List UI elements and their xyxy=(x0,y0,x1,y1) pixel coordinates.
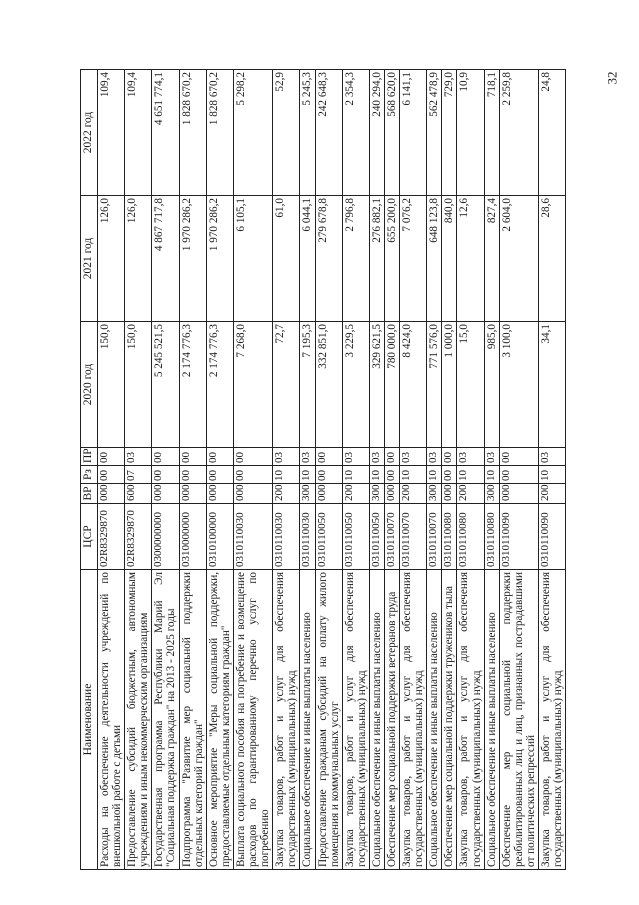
table-cell-name: Подпрограмма "Развитие мер социальной поддержки отдельных категорий граждан" xyxy=(179,570,206,870)
table-cell-rz: 10 xyxy=(457,466,484,484)
header-2022: 2022 год xyxy=(81,70,98,196)
table-cell-rz: 10 xyxy=(427,466,442,484)
table-cell-2020: 8 424,0 xyxy=(400,322,427,448)
table-cell-vr: 000 xyxy=(315,484,342,504)
table-row xyxy=(384,70,399,870)
table-cell-csr: 0310110030 xyxy=(273,504,300,570)
table-cell-csr: 0310110090 xyxy=(499,504,538,570)
table-cell-name: Обеспечение мер социальной поддержки тружеников тыла xyxy=(442,570,457,870)
table-cell-2020: 34,1 xyxy=(539,322,566,448)
table-row xyxy=(484,70,499,870)
table-cell-csr: 0310110070 xyxy=(400,504,427,570)
table-cell-vr: 200 xyxy=(400,484,427,504)
table-cell-2020: 780 000,0 xyxy=(384,322,399,448)
table-cell-rz: 00 xyxy=(442,466,457,484)
table-cell-pr: 00 xyxy=(315,448,342,466)
table-cell-csr: 0310110050 xyxy=(342,504,369,570)
table-cell-csr: 0310110050 xyxy=(369,504,384,570)
table-cell-vr: 000 xyxy=(98,484,125,504)
table-cell-vr: 300 xyxy=(427,484,442,504)
table-cell-rz: 00 xyxy=(315,466,342,484)
table-cell-name: Предоставление гражданам субсидий на оплату жилого помещения и коммунальных услуг xyxy=(315,570,342,870)
table-row xyxy=(499,70,538,870)
table-cell-csr: 0310110070 xyxy=(384,504,399,570)
table-row xyxy=(125,70,152,870)
table-cell-name: Социальное обеспечение и иные выплаты населению xyxy=(484,570,499,870)
table-cell-name: Закупка товаров, работ и услуг для обеспечения государственных (муниципальных) нужд xyxy=(273,570,300,870)
table-cell-rz: 10 xyxy=(342,466,369,484)
table-cell-csr: 0310000000 xyxy=(179,504,206,570)
table-row xyxy=(539,70,566,870)
table-cell-csr: 0310100000 xyxy=(206,504,233,570)
table-cell-2021: 655 200,0 xyxy=(384,196,399,322)
table-cell-name: Расходы на обеспечение деятельности учреждений по внешкольной работе с детьми xyxy=(98,570,125,870)
table-cell-2022: 24,8 xyxy=(539,70,566,196)
table-cell-2021: 827,4 xyxy=(484,196,499,322)
table-cell-name: Закупка товаров, работ и услуг для обеспечения государственных (муниципальных) нужд xyxy=(457,570,484,870)
table-row xyxy=(369,70,384,870)
table-cell-2020: 2 174 776,3 xyxy=(206,322,233,448)
table-cell-vr: 000 xyxy=(233,484,272,504)
table-cell-2021: 1 970 286,2 xyxy=(179,196,206,322)
table-cell-name: Закупка товаров, работ и услуг для обеспечения государственных (муниципальных) нужд xyxy=(539,570,566,870)
table-cell-pr: 00 xyxy=(442,448,457,466)
table-cell-2021: 4 867 717,8 xyxy=(152,196,179,322)
table-cell-rz: 00 xyxy=(384,466,399,484)
table-cell-csr: 0300000000 xyxy=(152,504,179,570)
table-cell-2020: 150,0 xyxy=(98,322,125,448)
table-cell-2021: 2 796,8 xyxy=(342,196,369,322)
table-cell-2022: 109,4 xyxy=(125,70,152,196)
table-cell-csr: 02R8329870 xyxy=(98,504,125,570)
table-cell-2022: 109,4 xyxy=(98,70,125,196)
table-cell-2021: 840,0 xyxy=(442,196,457,322)
table-cell-2020: 3 100,0 xyxy=(499,322,538,448)
table-cell-2020: 7 195,3 xyxy=(300,322,315,448)
table-cell-2021: 12,6 xyxy=(457,196,484,322)
table-cell-pr: 03 xyxy=(369,448,384,466)
table-row xyxy=(152,70,179,870)
table-cell-2020: 1 000,0 xyxy=(442,322,457,448)
table-cell-2022: 5 245,3 xyxy=(300,70,315,196)
table-cell-csr: 0310110030 xyxy=(300,504,315,570)
table-cell-vr: 000 xyxy=(442,484,457,504)
table-cell-vr: 200 xyxy=(457,484,484,504)
table-cell-vr: 200 xyxy=(342,484,369,504)
table-row xyxy=(342,70,369,870)
table-cell-rz: 10 xyxy=(300,466,315,484)
table-cell-2020: 5 245 521,5 xyxy=(152,322,179,448)
table-cell-name: Предоставление субсидий бюджетным, автономным учреждениям и иным некоммерческим организациям xyxy=(125,570,152,870)
table-cell-pr: 00 xyxy=(384,448,399,466)
table-cell-csr: 0310110030 xyxy=(233,504,272,570)
table-cell-csr: 0310110050 xyxy=(315,504,342,570)
table-cell-2020: 3 229,5 xyxy=(342,322,369,448)
table-cell-vr: 200 xyxy=(273,484,300,504)
table-cell-pr: 03 xyxy=(300,448,315,466)
table-header-row xyxy=(81,70,98,870)
table-cell-2021: 1 970 286,2 xyxy=(206,196,233,322)
table-cell-vr: 600 xyxy=(125,484,152,504)
table-cell-pr: 03 xyxy=(400,448,427,466)
table-cell-2022: 568 620,0 xyxy=(384,70,399,196)
table-cell-pr: 00 xyxy=(98,448,125,466)
table-cell-name: Обеспечение мер социальной поддержки ветеранов труда xyxy=(384,570,399,870)
table-cell-2020: 332 851,0 xyxy=(315,322,342,448)
table-cell-name: Закупка товаров, работ и услуг для обеспечения государственных (муниципальных) нужд xyxy=(400,570,427,870)
table-cell-2020: 771 576,0 xyxy=(427,322,442,448)
table-cell-name: Закупка товаров, работ и услуг для обеспечения государственных (муниципальных) нужд xyxy=(342,570,369,870)
table-cell-vr: 000 xyxy=(206,484,233,504)
table-cell-rz: 10 xyxy=(273,466,300,484)
table-cell-name: Социальное обеспечение и иные выплаты населению xyxy=(427,570,442,870)
table-cell-2020: 329 621,5 xyxy=(369,322,384,448)
table-cell-csr: 0310110070 xyxy=(427,504,442,570)
table-cell-2022: 5 298,2 xyxy=(233,70,272,196)
table-row xyxy=(427,70,442,870)
table-cell-vr: 000 xyxy=(179,484,206,504)
table-row xyxy=(442,70,457,870)
header-2020: 2020 год xyxy=(81,322,98,448)
table-cell-vr: 000 xyxy=(152,484,179,504)
rotated-page-content xyxy=(80,70,600,870)
table-cell-2020: 150,0 xyxy=(125,322,152,448)
table-cell-2021: 276 882,1 xyxy=(369,196,384,322)
table-cell-csr: 02R8329870 xyxy=(125,504,152,570)
table-cell-pr: 00 xyxy=(206,448,233,466)
table-cell-2022: 240 294,0 xyxy=(369,70,384,196)
table-row xyxy=(400,70,427,870)
table-cell-pr: 03 xyxy=(427,448,442,466)
table-cell-rz: 10 xyxy=(539,466,566,484)
table-cell-2021: 126,0 xyxy=(125,196,152,322)
table-cell-rz: 00 xyxy=(206,466,233,484)
table-cell-pr: 03 xyxy=(273,448,300,466)
table-cell-vr: 000 xyxy=(384,484,399,504)
table-cell-rz: 00 xyxy=(179,466,206,484)
table-cell-name: Социальное обеспечение и иные выплаты населению xyxy=(369,570,384,870)
table-row xyxy=(300,70,315,870)
table-cell-csr: 0310110080 xyxy=(457,504,484,570)
table-cell-csr: 0310110090 xyxy=(539,504,566,570)
table-cell-pr: 00 xyxy=(233,448,272,466)
table-cell-2021: 61,0 xyxy=(273,196,300,322)
budget-table xyxy=(80,69,566,870)
table-cell-2021: 2 604,0 xyxy=(499,196,538,322)
table-cell-pr: 00 xyxy=(152,448,179,466)
table-cell-vr: 300 xyxy=(369,484,384,504)
header-vr: ВР xyxy=(81,484,98,504)
table-cell-pr: 03 xyxy=(539,448,566,466)
table-cell-name: Социальное обеспечение и иные выплаты населению xyxy=(300,570,315,870)
table-cell-2022: 718,1 xyxy=(484,70,499,196)
table-body xyxy=(98,70,566,870)
table-cell-2022: 2 354,3 xyxy=(342,70,369,196)
table-cell-2022: 10,9 xyxy=(457,70,484,196)
table-cell-2022: 562 478,9 xyxy=(427,70,442,196)
table-cell-2022: 729,0 xyxy=(442,70,457,196)
table-row xyxy=(179,70,206,870)
table-cell-rz: 00 xyxy=(152,466,179,484)
table-cell-csr: 0310110080 xyxy=(484,504,499,570)
table-cell-csr: 0310110080 xyxy=(442,504,457,570)
table-cell-pr: 03 xyxy=(484,448,499,466)
table-cell-2020: 15,0 xyxy=(457,322,484,448)
table-cell-2021: 6 044,1 xyxy=(300,196,315,322)
table-cell-rz: 10 xyxy=(484,466,499,484)
table-cell-name: Основное мероприятие "Меры социальной поддержки, предоставляемые отдельным категориям граждан" xyxy=(206,570,233,870)
table-cell-pr: 03 xyxy=(342,448,369,466)
table-cell-name: Выплата социального пособия на погребение и возмещение расходов по гарантированному перечню услуг по погребению xyxy=(233,570,272,870)
table-cell-2021: 7 076,2 xyxy=(400,196,427,322)
table-cell-rz: 10 xyxy=(369,466,384,484)
table-cell-vr: 300 xyxy=(484,484,499,504)
table-cell-2021: 279 678,8 xyxy=(315,196,342,322)
table-cell-2022: 6 141,1 xyxy=(400,70,427,196)
table-cell-2021: 28,6 xyxy=(539,196,566,322)
table-cell-2021: 6 105,1 xyxy=(233,196,272,322)
table-cell-2022: 52,9 xyxy=(273,70,300,196)
table-cell-vr: 000 xyxy=(499,484,538,504)
table-cell-pr: 03 xyxy=(125,448,152,466)
table-cell-name: Государственная программа Республики Марий Эл "Социальная поддержка граждан" на 2013 - 2025 годы xyxy=(152,570,179,870)
table-cell-2021: 126,0 xyxy=(98,196,125,322)
header-2021: 2021 год xyxy=(81,196,98,322)
table-cell-name: Обеспечение мер социальной поддержки реабилитированных лиц и лиц, признанных пострадавшими от политических репрессий xyxy=(499,570,538,870)
table-cell-rz: 00 xyxy=(98,466,125,484)
table-cell-2022: 2 259,8 xyxy=(499,70,538,196)
table-cell-2022: 1 828 670,2 xyxy=(206,70,233,196)
header-pr: ПР xyxy=(81,448,98,466)
table-cell-2020: 2 174 776,3 xyxy=(179,322,206,448)
table-cell-pr: 00 xyxy=(499,448,538,466)
table-cell-2020: 7 268,0 xyxy=(233,322,272,448)
page-number: 32 xyxy=(604,71,620,85)
table-cell-2020: 72,7 xyxy=(273,322,300,448)
table-cell-2022: 242 648,3 xyxy=(315,70,342,196)
table-cell-2021: 648 123,8 xyxy=(427,196,442,322)
table-cell-rz: 07 xyxy=(125,466,152,484)
table-cell-pr: 03 xyxy=(457,448,484,466)
table-cell-2022: 1 828 670,2 xyxy=(179,70,206,196)
table-cell-2020: 985,0 xyxy=(484,322,499,448)
table-row xyxy=(315,70,342,870)
table-cell-rz: 00 xyxy=(499,466,538,484)
table-cell-rz: 00 xyxy=(233,466,272,484)
table-row xyxy=(273,70,300,870)
table-row xyxy=(206,70,233,870)
header-csr: ЦСР xyxy=(81,504,98,570)
table-cell-vr: 200 xyxy=(539,484,566,504)
table-cell-rz: 10 xyxy=(400,466,427,484)
table-row xyxy=(98,70,125,870)
table-cell-pr: 00 xyxy=(179,448,206,466)
table-row xyxy=(457,70,484,870)
header-rz: Рз xyxy=(81,466,98,484)
table-cell-2022: 4 651 774,1 xyxy=(152,70,179,196)
header-name: Наименование xyxy=(81,570,98,870)
table-row xyxy=(233,70,272,870)
table-cell-vr: 300 xyxy=(300,484,315,504)
